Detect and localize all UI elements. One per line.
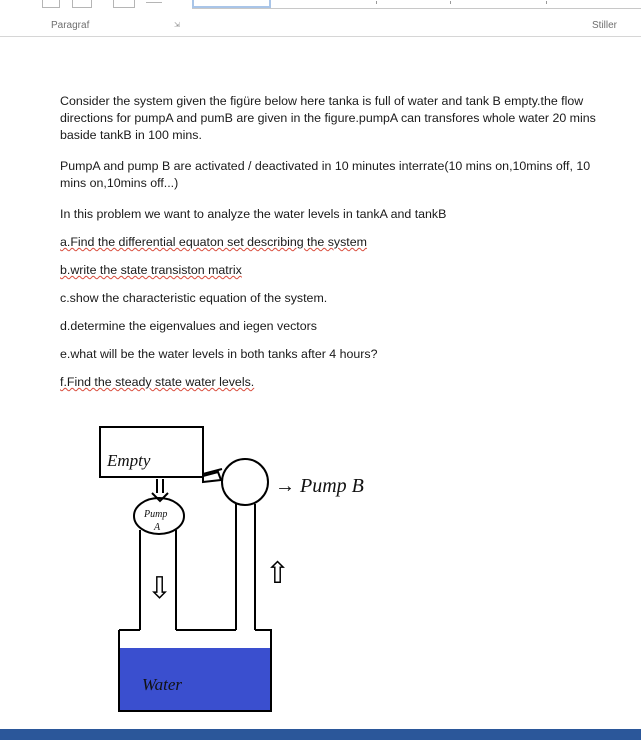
question-a: a.Find the differential equaton set describing the system [60, 235, 367, 249]
question-b: b.write the state transiston matrix [60, 263, 242, 277]
top-tank-label: Empty [107, 451, 151, 470]
pump-b-label: → Pump B [275, 475, 364, 497]
question-f: f.Find the steady state water levels. [60, 375, 255, 389]
status-bar [0, 729, 641, 740]
pumps-paragraph: PumpA and pump B are activated / deactivated in 10 minutes interrate(10 mins on,10mins off, 10 mins on,10mins off...) [60, 159, 591, 190]
ribbon-button[interactable] [42, 0, 60, 8]
question-d: d.determine the eigenvalues and iegen vectors [60, 319, 317, 333]
styles-gallery-selected[interactable] [192, 0, 271, 8]
ribbon-button[interactable] [146, 0, 162, 3]
pump-a-label: Pump [144, 509, 168, 520]
system-figure [90, 418, 390, 728]
styles-group-label: Stiller [592, 20, 618, 31]
bottom-tank-label: Water [142, 675, 182, 694]
paragraph-group-label: Paragraf [51, 20, 90, 31]
goal-paragraph: In this problem we want to analyze the water levels in tankA and tankB [60, 207, 447, 221]
pump-b-flow-arrow-icon: ⇧ [265, 556, 291, 591]
ribbon-button[interactable] [72, 0, 92, 8]
ribbon-button[interactable] [113, 0, 135, 8]
pump-a-flow-arrow-icon: ⇩ [147, 571, 173, 606]
ribbon [0, 0, 641, 37]
intro-paragraph: Consider the system given the figüre below here tanka is full of water and tank B empty.the flow directions for pumpA and pumB are given in the figure.pumpA can transfores whole water 20 mins baside tankB in 100 mins. [60, 94, 596, 142]
question-e: e.what will be the water levels in both tanks after 4 hours? [60, 347, 378, 361]
question-c: c.show the characteristic equation of the system. [60, 291, 328, 305]
pump-a-label-letter: A [154, 522, 161, 533]
pump-b [222, 459, 268, 505]
styles-gallery[interactable] [192, 0, 641, 9]
paragraph-launcher-icon[interactable]: ⇲ [174, 22, 180, 29]
